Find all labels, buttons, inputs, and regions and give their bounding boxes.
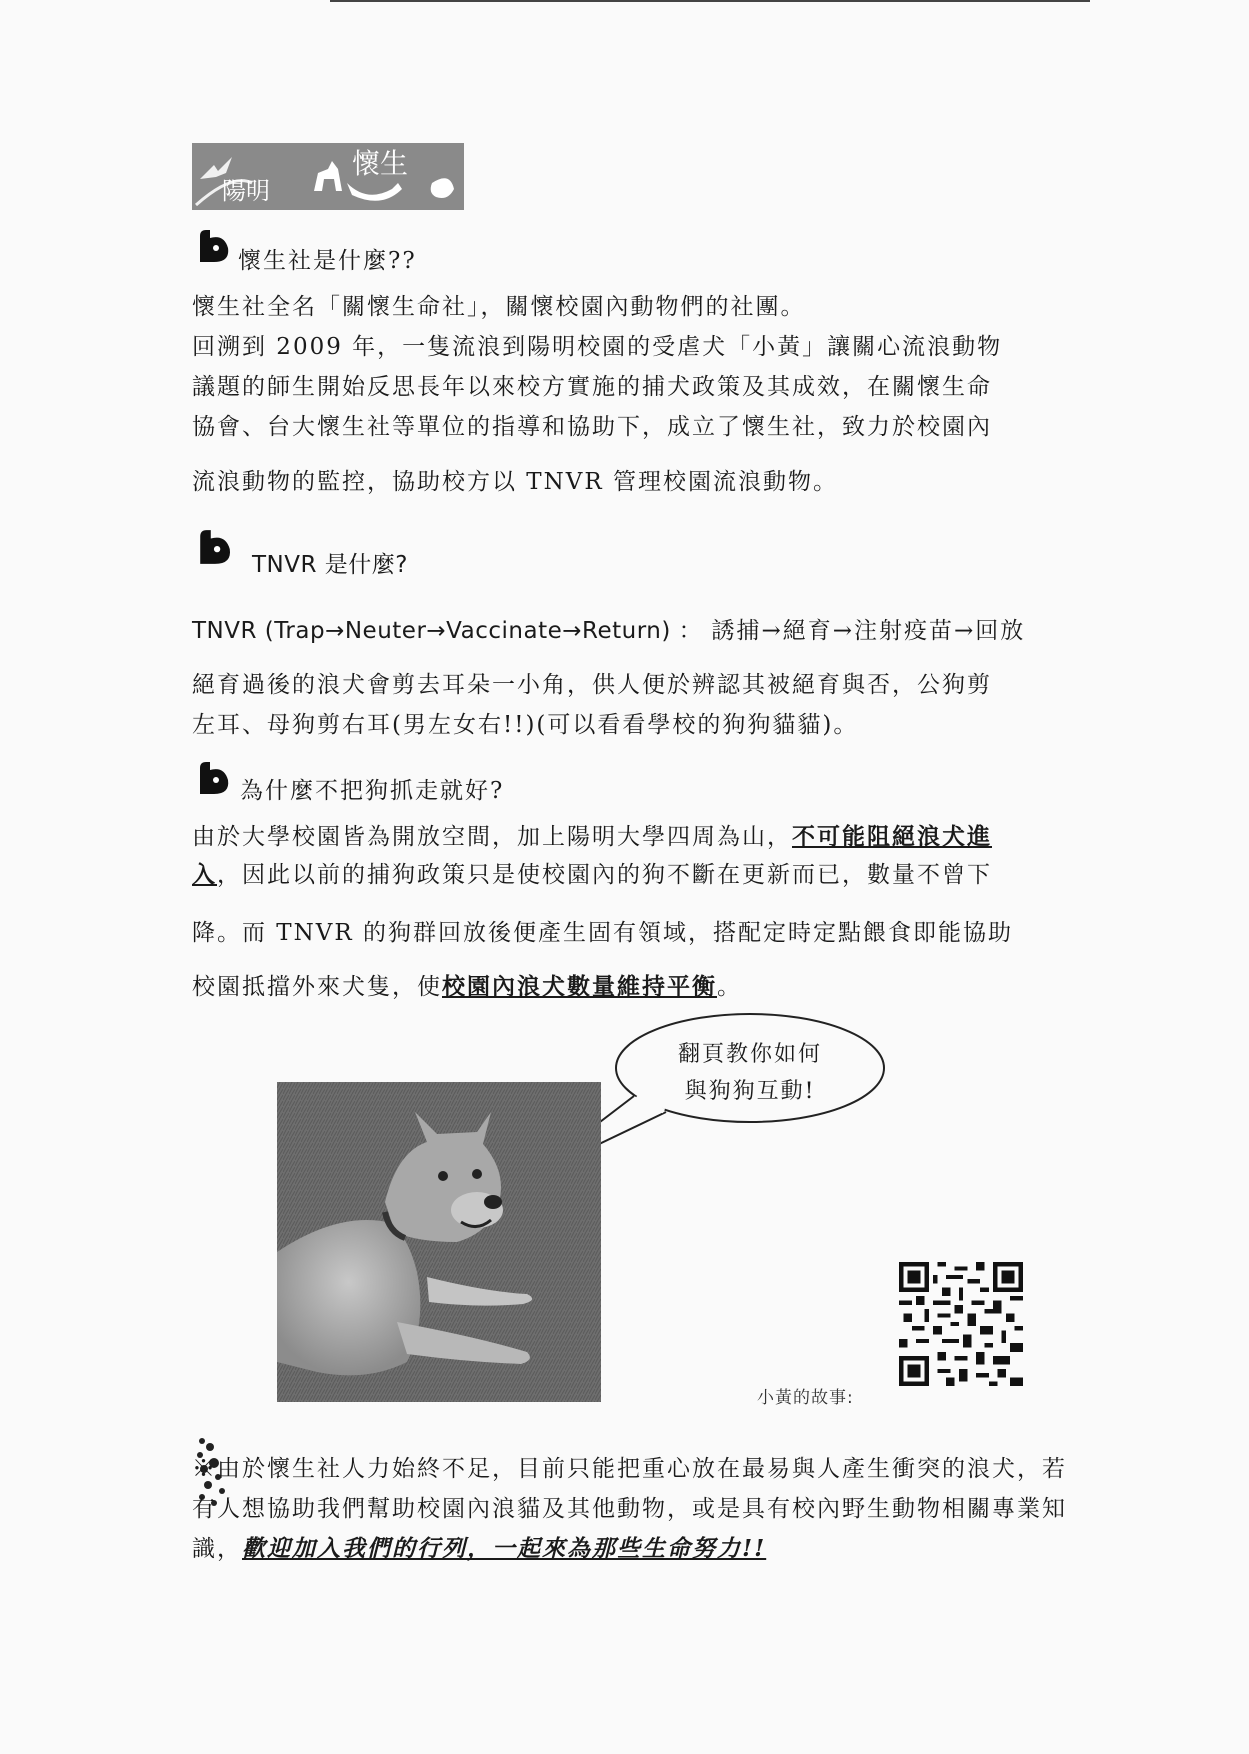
paragraph-line: 絕育過後的浪犬會剪去耳朵一小角，供人便於辨認其被絕育與否，公狗剪 xyxy=(192,672,992,698)
paragraph-line xyxy=(192,972,742,1002)
paragraph-line: 降。而 TNVR 的狗群回放後便產生固有領域，搭配定時定點餵食即能協助 xyxy=(192,920,1014,946)
text-span: 校園抵擋外來犬隻，使 xyxy=(192,974,442,1000)
paragraph-line: 懷生社全名「關懷生命社」，關懷校園內動物們的社團。 xyxy=(192,294,806,320)
tnvr-definition-line xyxy=(192,616,1025,646)
emphasis-text: 校園內浪犬數量維持平衡 xyxy=(442,973,717,1000)
emphasis-text: 入 xyxy=(192,861,217,888)
footer-line: ※由於懷生社人力始終不足，目前只能把重心放在最易與人產生衝突的浪犬，若 xyxy=(192,1456,1067,1482)
paragraph-line xyxy=(192,860,992,890)
paragraph-line: 議題的師生開始反思長年以來校方實施的捕犬政策及其成效，在關懷生命 xyxy=(192,374,992,400)
logo-text-right: 懷生 xyxy=(352,147,409,180)
footer-line xyxy=(192,1534,766,1564)
logo-artwork xyxy=(192,143,464,210)
paragraph-line xyxy=(192,822,992,852)
speech-bubble-text xyxy=(614,1036,886,1110)
speech-line: 翻頁教你如何 xyxy=(677,1042,822,1067)
scan-edge xyxy=(330,0,1090,2)
paragraph-line: 流浪動物的監控，協助校方以 TNVR 管理校園流浪動物。 xyxy=(192,469,839,495)
mascot-bullet-icon xyxy=(196,528,234,566)
dog-photo xyxy=(277,1082,601,1402)
footer-line: 有人想協助我們幫助校園內浪貓及其他動物，或是具有校內野生動物相關專業知 xyxy=(192,1496,1067,1522)
dog-photo-image xyxy=(277,1082,601,1402)
text-span: 由於大學校園皆為開放空間，加上陽明大學四周為山， xyxy=(192,824,792,850)
speech-bubble xyxy=(614,1012,886,1128)
text-span: 。 xyxy=(717,974,742,1000)
tnvr-definition-en: TNVR (Trap→Neuter→Vaccinate→Return) ： xyxy=(192,618,703,644)
text-span: 識， xyxy=(192,1536,242,1562)
speech-line: 與狗狗互動! xyxy=(684,1079,816,1104)
text-span: ，因此以前的捕狗政策只是使校園內的狗不斷在更新而已，數量不曾下 xyxy=(217,862,992,888)
qr-code[interactable] xyxy=(896,1262,1026,1386)
tnvr-definition-zh: 誘捕→絕育→注射疫苗→回放 xyxy=(711,618,1026,644)
emphasis-text: 歡迎加入我們的行列，一起來為那些生命努力!! xyxy=(242,1535,767,1562)
paragraph-line: 回溯到 2009 年，一隻流浪到陽明校園的受虐犬「小黃」讓關心流浪動物 xyxy=(192,334,1003,360)
section-heading-what-is-club: 懷生社是什麼?? xyxy=(238,248,417,274)
section-heading-why-not-remove: 為什麼不把狗抓走就好? xyxy=(240,778,505,804)
emphasis-text: 不可能阻絕浪犬進 xyxy=(792,823,992,850)
paragraph-line: 左耳、母狗剪右耳(男左女右!!)(可以看看學校的狗狗貓貓)。 xyxy=(192,712,859,738)
logo-text-left: 陽明 xyxy=(222,177,270,205)
section-heading-what-is-tnvr: TNVR 是什麼? xyxy=(252,552,408,578)
paragraph-line: 協會、台大懷生社等單位的指導和協助下，成立了懷生社，致力於校園內 xyxy=(192,414,992,440)
mascot-bullet-icon xyxy=(196,760,232,796)
qr-caption: 小黃的故事: xyxy=(757,1388,854,1408)
mascot-bullet-icon xyxy=(196,228,232,264)
club-logo-banner xyxy=(192,143,464,210)
